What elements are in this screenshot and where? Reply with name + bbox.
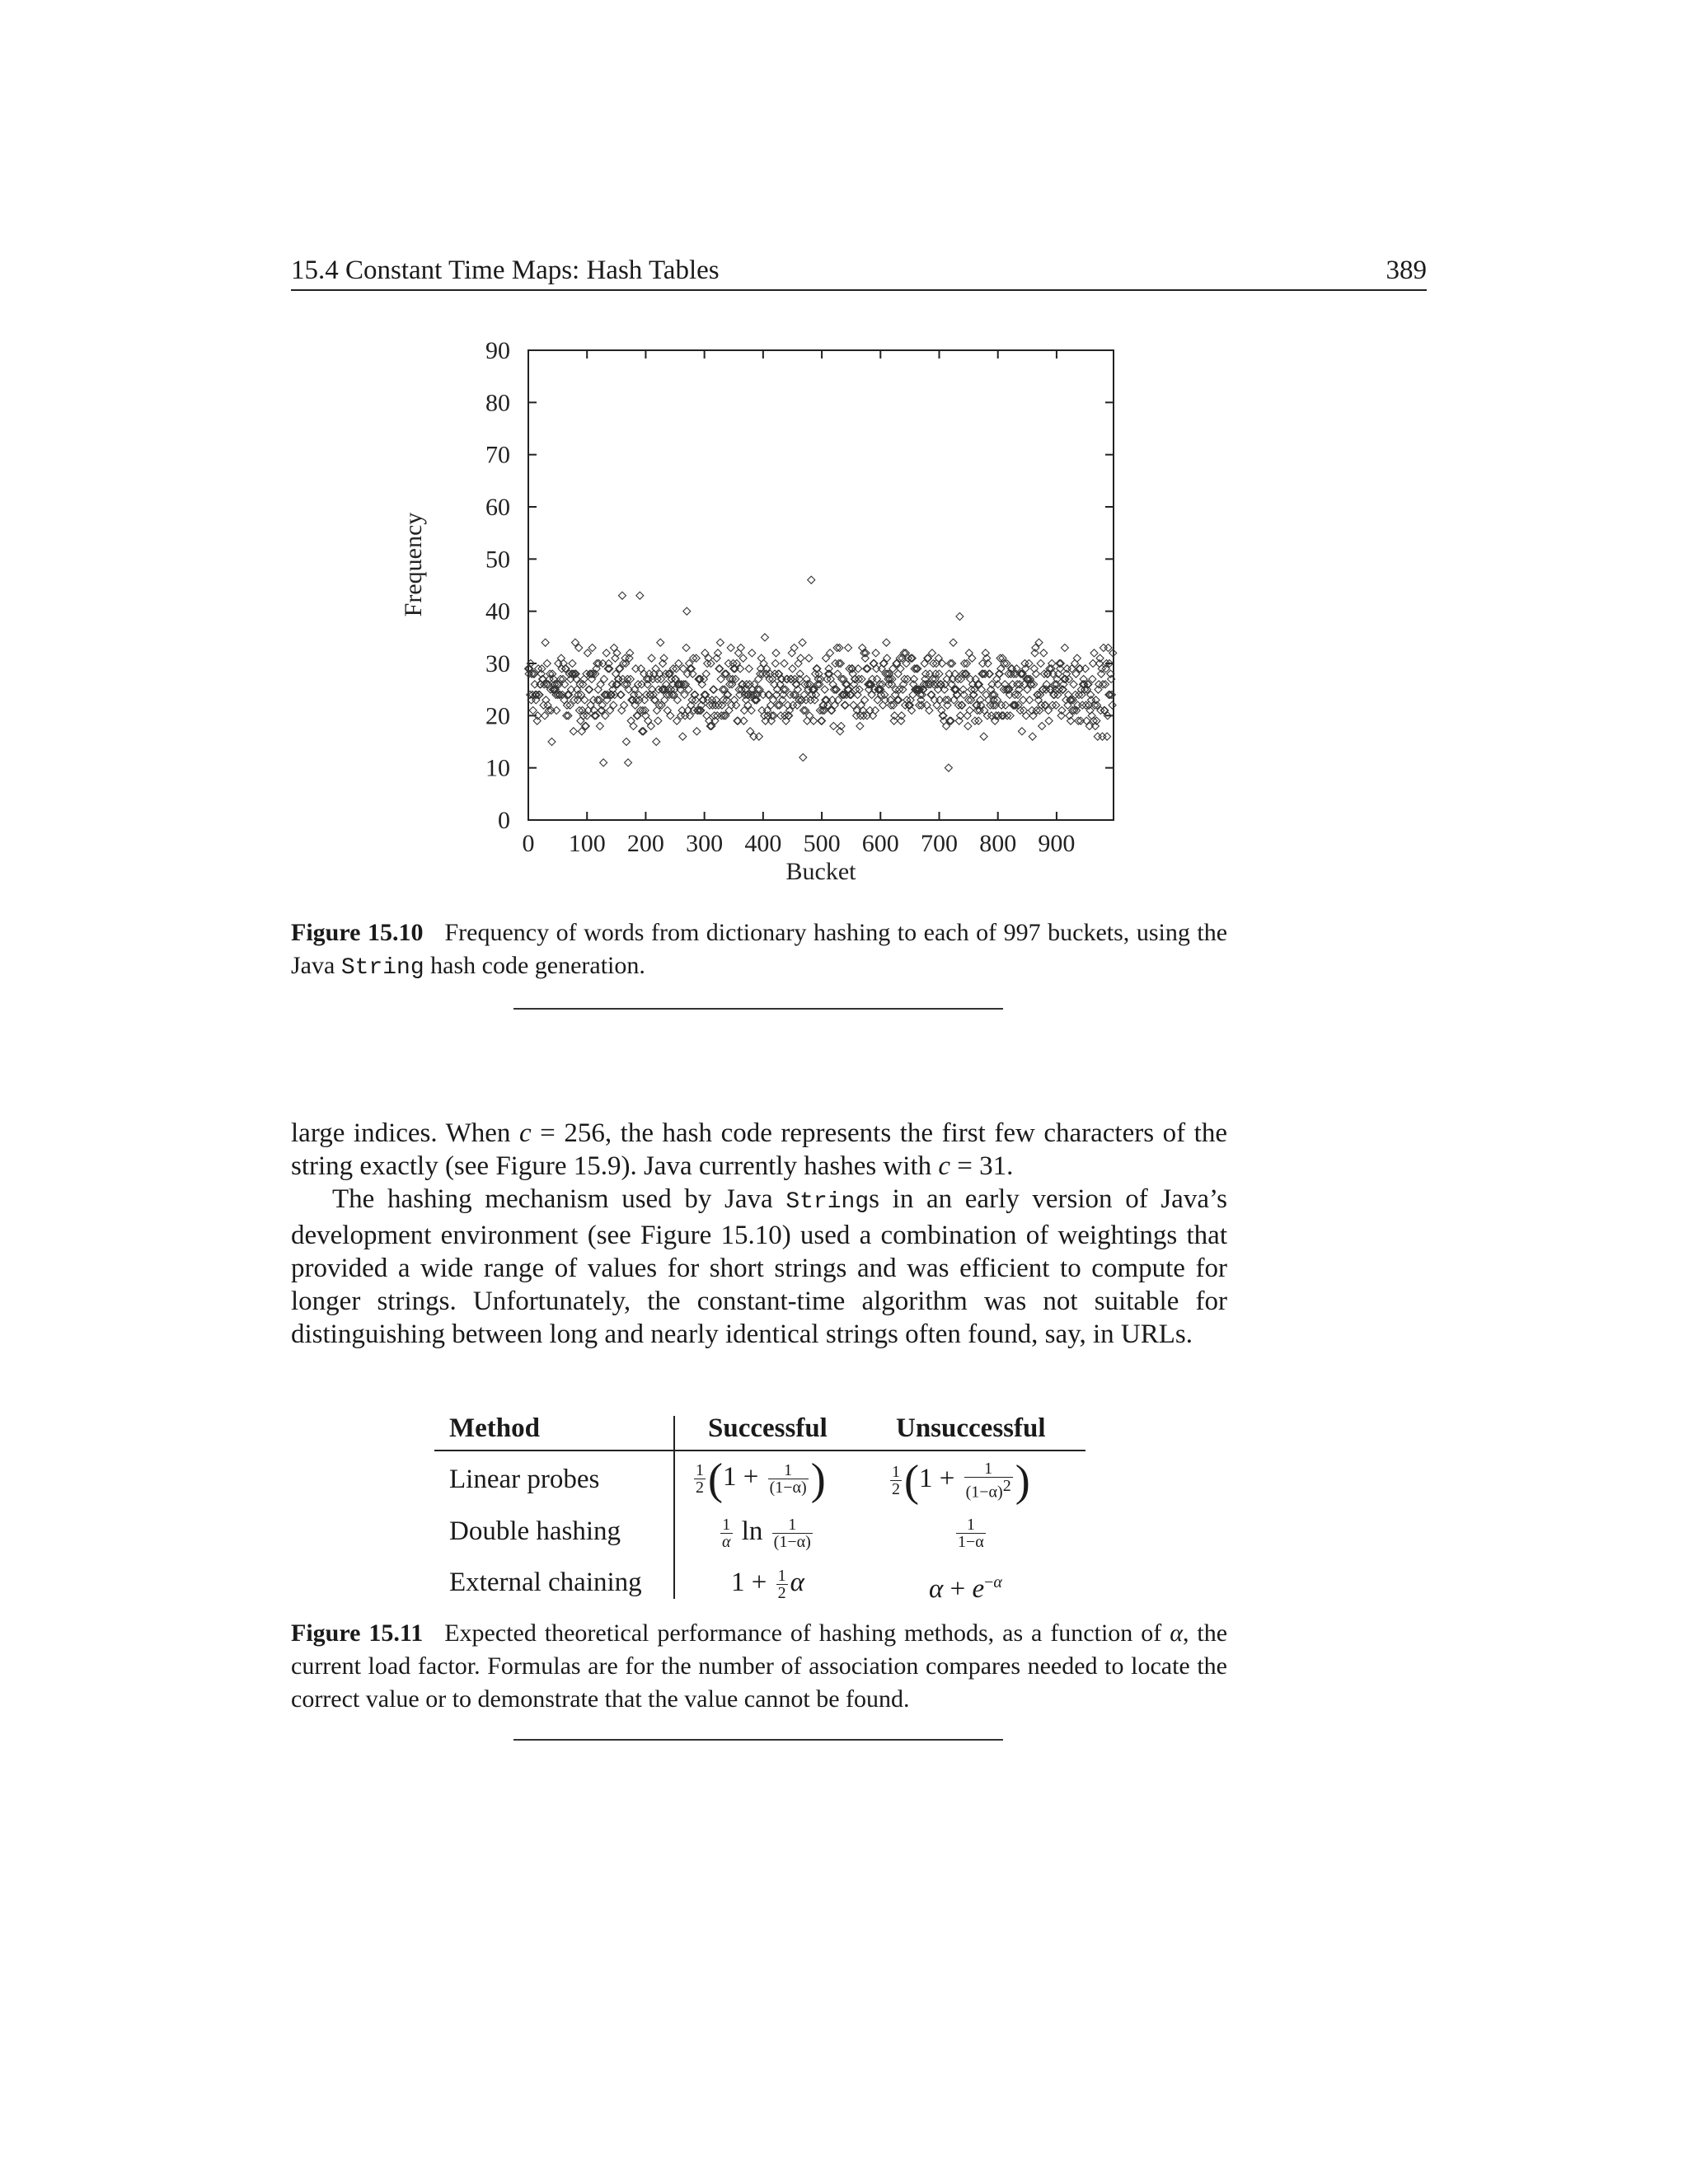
data-point — [1006, 712, 1014, 719]
figure-label-2: Figure 15.11 — [291, 1619, 424, 1647]
formula-double-successful: $\frac{1}{\alpha}$ ln $\frac{1}{(1-\alpha)}$ — [722, 1515, 811, 1551]
caption-text-end: hash code generation. — [430, 952, 645, 979]
data-point — [653, 738, 660, 746]
data-point — [692, 654, 700, 662]
data-point — [653, 707, 660, 715]
data-point — [836, 644, 843, 652]
row-method-chaining: External chaining — [449, 1568, 642, 1597]
y-tick-label: 30 — [485, 650, 510, 677]
data-point — [748, 649, 756, 657]
data-point — [956, 613, 964, 621]
data-point — [724, 660, 732, 668]
data-point — [637, 665, 645, 673]
data-point — [926, 707, 933, 715]
data-point — [603, 649, 610, 657]
data-point — [805, 654, 813, 662]
data-point — [588, 644, 596, 652]
data-point — [1104, 644, 1112, 652]
data-point — [661, 696, 668, 704]
data-point — [950, 639, 957, 646]
y-tick-label: 60 — [485, 494, 510, 521]
p2-code: String — [785, 1189, 870, 1215]
data-point — [1099, 733, 1106, 740]
data-point — [761, 634, 768, 641]
data-point — [964, 712, 971, 719]
data-point — [772, 649, 780, 657]
data-point — [945, 764, 952, 771]
data-point — [625, 759, 632, 766]
data-point — [657, 639, 664, 646]
row-method-double: Double hashing — [449, 1516, 621, 1546]
data-point — [621, 701, 628, 709]
data-point — [645, 717, 652, 724]
x-tick-label: 200 — [626, 830, 664, 857]
data-point — [868, 691, 875, 699]
data-point — [797, 654, 804, 662]
data-point — [967, 696, 974, 704]
data-point — [965, 696, 973, 704]
data-point — [872, 649, 879, 657]
data-point — [789, 665, 796, 673]
data-point — [600, 759, 607, 766]
paragraph-1 — [291, 1117, 1227, 1183]
data-point — [965, 649, 973, 657]
x-tick-label: 400 — [744, 830, 782, 857]
data-point — [693, 728, 701, 735]
p2-text-a: The hashing mechanism used by Java — [332, 1184, 773, 1214]
data-point — [833, 644, 841, 652]
data-point — [648, 654, 655, 662]
p1-text-a: large indices. When — [291, 1118, 511, 1148]
data-point — [647, 723, 654, 730]
data-point — [703, 712, 710, 719]
data-point — [622, 738, 630, 746]
caption-text: Frequency of words from dictionary hashing to each of 997 buckets, using the Java — [291, 919, 1228, 979]
page-number: 389 — [1386, 255, 1427, 285]
data-point — [569, 660, 576, 668]
data-point — [542, 639, 549, 646]
data-point — [1100, 644, 1107, 652]
math-eq-31: = 31 — [950, 1151, 1007, 1181]
y-tick-label: 80 — [485, 389, 510, 417]
data-point — [1090, 649, 1098, 657]
data-point — [923, 701, 931, 709]
plot-frame — [528, 350, 1114, 820]
data-point — [728, 701, 735, 709]
x-tick-label: 0 — [522, 830, 535, 857]
data-point — [894, 670, 902, 677]
body-text — [291, 1117, 1227, 1351]
p1-end: . — [1006, 1151, 1014, 1181]
y-tick-label: 10 — [485, 754, 510, 782]
math-c: c — [518, 1118, 532, 1148]
x-tick-label: 300 — [686, 830, 724, 857]
data-point — [529, 707, 537, 715]
data-point — [639, 707, 646, 715]
data-point — [584, 649, 591, 657]
data-point — [716, 639, 724, 646]
data-point — [1037, 660, 1044, 668]
data-point — [1073, 654, 1081, 662]
data-point — [627, 717, 635, 724]
caption2-alpha: α — [1170, 1619, 1183, 1647]
data-point — [771, 660, 779, 668]
data-point — [964, 723, 972, 730]
formula-linear-unsuccessful: $\frac{1}{2}$ (1 + $\frac{1}{(1-\alpha)^2}$ ) — [892, 1455, 1030, 1506]
data-point — [673, 665, 680, 673]
data-point — [682, 644, 690, 652]
data-point — [658, 701, 665, 709]
data-point — [618, 592, 626, 599]
data-point — [564, 701, 571, 709]
row-method-linear: Linear probes — [449, 1465, 600, 1494]
x-tick-label: 800 — [979, 830, 1017, 857]
data-point — [675, 660, 682, 668]
data-point — [968, 654, 976, 662]
data-point — [757, 654, 765, 662]
figure-label: Figure 15.10 — [291, 919, 424, 946]
table-vertical-rule — [673, 1416, 675, 1599]
p1-text-b: , the hash code represents the first few characters of the string exactly (see Figure 15.9). Java currently hashes with — [291, 1118, 1227, 1181]
data-point — [760, 660, 767, 668]
data-point — [966, 707, 973, 715]
data-point — [663, 707, 671, 715]
data-point — [790, 644, 798, 652]
formula-chaining-unsuccessful: $\alpha + e^{-\alpha}$ — [929, 1573, 1002, 1604]
data-point — [553, 707, 560, 715]
data-point — [1070, 681, 1077, 688]
data-point — [799, 639, 806, 646]
data-point — [636, 592, 644, 599]
data-point — [594, 686, 602, 693]
data-point — [570, 728, 577, 735]
data-point — [1040, 649, 1048, 657]
caption2-text-a: Expected theoretical performance of hashing methods, as a function of — [444, 1619, 1162, 1647]
data-point — [795, 660, 802, 668]
formula-linear-successful: $\frac{1}{2}$ (1 + $\frac{1}{(1-\alpha)}$ ) — [696, 1454, 826, 1504]
data-point — [1104, 733, 1111, 740]
caption-code: String — [340, 955, 424, 981]
figure-rule-2 — [513, 1739, 1003, 1741]
data-point — [632, 665, 640, 673]
data-point — [618, 707, 626, 715]
data-point — [577, 717, 584, 724]
data-point — [980, 733, 987, 740]
data-point — [1075, 717, 1082, 724]
data-point — [781, 660, 788, 668]
figure-15-10-caption — [291, 916, 1227, 985]
data-point — [702, 670, 710, 677]
x-axis-label: Bucket — [785, 858, 856, 885]
data-point — [821, 686, 828, 693]
x-tick-label: 500 — [803, 830, 841, 857]
data-point — [667, 712, 674, 719]
data-point — [1029, 733, 1036, 740]
table-header-rule — [434, 1450, 1085, 1451]
data-point — [873, 665, 880, 673]
data-point — [734, 649, 742, 657]
caption2-text-b: , the current load factor. Formulas are for the number of association compares needed to locate the correct value or to demonstrate that the value cannot be found. — [291, 1619, 1228, 1713]
data-point — [1109, 701, 1116, 709]
y-tick-label: 90 — [485, 337, 510, 364]
data-point — [845, 644, 852, 652]
header-method: Method — [449, 1413, 540, 1443]
data-point — [1094, 733, 1101, 740]
data-point — [866, 707, 874, 715]
data-point — [961, 660, 968, 668]
data-point — [930, 660, 937, 668]
x-tick-label: 700 — [920, 830, 958, 857]
data-point — [963, 660, 970, 668]
y-tick-label: 40 — [485, 598, 510, 626]
data-point — [683, 607, 691, 615]
data-point — [1018, 728, 1025, 735]
y-tick-label: 50 — [485, 546, 510, 574]
data-point — [874, 676, 881, 683]
data-point — [557, 654, 565, 662]
y-tick-label: 0 — [498, 807, 510, 834]
y-axis-label: Frequency — [400, 512, 427, 617]
math-c: c — [938, 1151, 951, 1181]
section-title: 15.4 Constant Time Maps: Hash Tables — [291, 255, 720, 285]
data-point — [739, 654, 747, 662]
data-point — [548, 738, 556, 746]
data-point — [1022, 712, 1029, 719]
data-point — [1071, 660, 1078, 668]
data-point — [596, 723, 603, 730]
header-unsuccessful: Unsuccessful — [896, 1413, 1046, 1443]
data-point — [856, 723, 864, 730]
data-point — [610, 644, 617, 652]
data-point — [883, 639, 890, 646]
scatter-chart — [363, 330, 1137, 890]
data-point — [727, 644, 734, 652]
formula-double-unsuccessful: $\frac{1}{1-\alpha}$ — [958, 1515, 984, 1551]
data-point — [871, 707, 879, 715]
performance-table — [434, 1409, 1085, 1604]
running-head — [291, 251, 1427, 291]
data-point — [737, 644, 744, 652]
data-point — [745, 665, 753, 673]
formula-chaining-successful: 1 + $\frac{1}{2}$ α — [731, 1566, 804, 1602]
data-point — [933, 701, 940, 709]
y-tick-label: 70 — [485, 441, 510, 469]
data-point — [640, 670, 648, 677]
data-point — [954, 676, 962, 683]
data-point — [758, 707, 766, 715]
data-point — [879, 701, 887, 709]
data-point — [630, 723, 637, 730]
header-successful: Successful — [708, 1413, 828, 1443]
figure-15-11-caption — [291, 1617, 1227, 1716]
paragraph-2 — [291, 1183, 1227, 1351]
x-tick-label: 600 — [861, 830, 899, 857]
figure-rule — [513, 1008, 1003, 1010]
data-point — [679, 733, 687, 740]
data-point — [543, 660, 551, 668]
data-point — [830, 723, 837, 730]
math-eq-256: = 256 — [531, 1118, 605, 1148]
p2-text-b: s in an early version of Java’s development environment (see Figure 15.10) used a combination of weightings that provided a wide range of values for short strings and was efficient to compute for longer strings. Unfortunately, the constant-time algorithm was not suitable for distinguishing between long and nearly identical strings often found, say, in URLs. — [291, 1184, 1227, 1349]
data-point — [755, 733, 762, 740]
data-point — [799, 754, 807, 762]
data-point — [1039, 723, 1046, 730]
x-tick-label: 100 — [568, 830, 606, 857]
y-tick-label: 20 — [485, 702, 510, 730]
data-point — [808, 576, 815, 583]
data-point — [1045, 717, 1053, 724]
data-point — [1061, 644, 1068, 652]
data-point — [788, 649, 795, 657]
data-point — [654, 717, 662, 724]
x-tick-label: 900 — [1038, 830, 1076, 857]
